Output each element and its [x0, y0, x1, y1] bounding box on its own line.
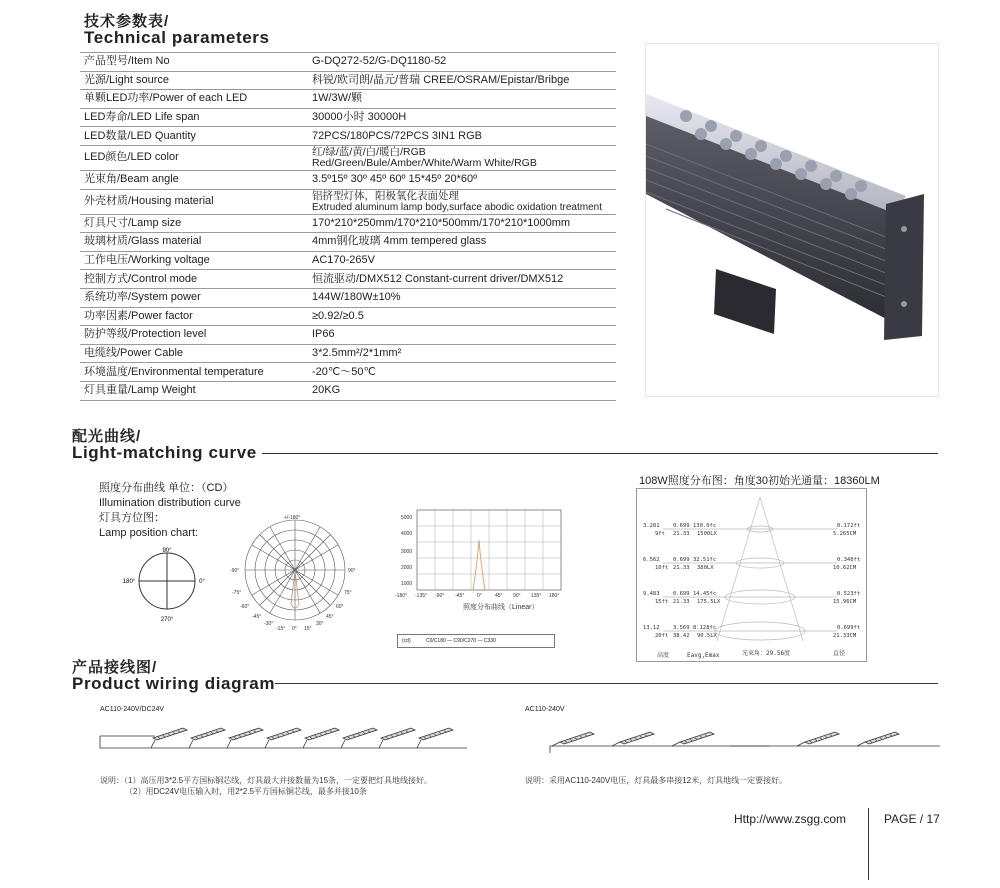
- param-value: [308, 270, 616, 289]
- param-key: 工作电压/Working voltage: [80, 251, 308, 270]
- param-key: 产品型号/Item No: [80, 53, 308, 72]
- cone-value: 21.33: [673, 531, 690, 537]
- cone-value: 9ft: [655, 531, 665, 537]
- cone-value: 0.699: [673, 523, 690, 529]
- linear-caption: 照度分布曲线（Linear）: [463, 604, 539, 611]
- param-row: [80, 363, 616, 382]
- compass-label: 180°: [122, 579, 136, 585]
- param-row: [80, 233, 616, 252]
- linear-x-tick: -90°: [435, 593, 445, 599]
- cone-value: 380LX: [697, 565, 714, 571]
- polar-label: -30°: [264, 621, 274, 627]
- param-value: [308, 189, 616, 214]
- lamp-fixture: [153, 728, 187, 740]
- cone-value: 21.33: [673, 565, 690, 571]
- param-value: [308, 90, 616, 109]
- cone-value: 21.33CM: [833, 633, 857, 639]
- curve-label-cn: 照度分布曲线 单位：（CD）: [99, 482, 234, 494]
- polar-label: 45°: [326, 614, 334, 620]
- param-row: [80, 71, 616, 90]
- wiring-title-cn: 产品接线图/: [72, 659, 158, 676]
- linear-y-tick: 4000: [401, 531, 413, 537]
- cone-value: 21.33: [673, 599, 690, 605]
- linear-y-tick: 5000: [401, 515, 413, 521]
- compass-label: 0°: [199, 579, 205, 585]
- curve-label-en: Illumination distribution curve: [99, 497, 241, 509]
- param-key: 控制方式/Control mode: [80, 270, 308, 289]
- param-value: [308, 326, 616, 345]
- polar-label: 15°: [304, 626, 312, 632]
- section-rule: [275, 683, 938, 684]
- lamp-fixture: [343, 728, 377, 740]
- cone-value: 10.62CM: [833, 565, 857, 571]
- param-value: [308, 170, 616, 189]
- cone-value: 3.569: [673, 625, 690, 631]
- param-row: [80, 344, 616, 363]
- param-value-line: 72PCS/180PCS/72PCS 3IN1 RGB: [312, 129, 482, 142]
- param-value-line: 1W/3W/颗: [312, 92, 363, 105]
- cone-value: 32.51fc: [693, 557, 717, 563]
- param-value: [308, 214, 616, 233]
- linear-y-tick: 1000: [401, 581, 413, 587]
- param-value-line: AC170-265V: [312, 254, 375, 267]
- param-value: [308, 381, 616, 400]
- lamp-fixture: [305, 728, 339, 740]
- linear-x-tick: 90°: [513, 593, 521, 599]
- param-row: [80, 326, 616, 345]
- position-label-cn: 灯具方位图：: [99, 512, 165, 524]
- param-key: LED寿命/LED Life span: [80, 108, 308, 127]
- param-value-line: Red/Green/Bule/Amber/White/Warm White/RGB: [312, 156, 537, 169]
- param-value-line: 170*210*250mm/170*210*500mm/170*210*1000mm: [312, 216, 571, 229]
- cone-value: 13.12: [643, 625, 660, 631]
- cone-value: 6.562: [643, 557, 660, 563]
- polar-label: 90°: [348, 568, 356, 574]
- compass-label: 90°: [162, 548, 172, 554]
- polar-chart: [228, 512, 363, 632]
- param-key: 功率因素/Power factor: [80, 307, 308, 326]
- param-key: 玻璃材质/Glass material: [80, 233, 308, 252]
- param-value: [308, 53, 616, 72]
- param-value-line: ≥0.92/≥0.5: [312, 309, 364, 322]
- section-rule: [262, 453, 938, 454]
- wiring-right-diagram: [520, 718, 940, 768]
- param-value: [308, 233, 616, 252]
- wiring-right-label: AC110-240V: [525, 706, 565, 713]
- param-value-line: 20KG: [312, 384, 341, 397]
- param-value-line: 3.5º15º 30º 45º 60º 15*45º 20*60º: [312, 173, 478, 186]
- wiring-title-en: Product wiring diagram: [72, 674, 276, 693]
- linear-y-tick: 3000: [401, 549, 413, 555]
- param-value-line: G-DQ272-52/G-DQ1180-52: [312, 55, 447, 68]
- product-photo: [645, 43, 939, 397]
- param-row: [80, 127, 616, 146]
- cone-value: 14.45fc: [693, 591, 717, 597]
- legend-c90: C90/C270: [453, 638, 477, 644]
- param-key: 电缆线/Power Cable: [80, 344, 308, 363]
- legend-c0: C0/C180: [426, 638, 446, 644]
- param-value-line: 红/绿/蓝/黄/白/暖白/RGB: [312, 145, 426, 158]
- cone-value: 0.699: [673, 557, 690, 563]
- tech-title-en: Technical parameters: [84, 28, 270, 47]
- linear-chart: [393, 505, 568, 615]
- polar-label: 30°: [316, 621, 324, 627]
- lamp-position-chart: [120, 545, 215, 625]
- param-row: [80, 53, 616, 72]
- cone-title: 108W照度分布图：角度30初始光通量：18360LM: [639, 475, 880, 487]
- linear-x-tick: -180°: [395, 593, 408, 599]
- param-key: 系统功率/System power: [80, 288, 308, 307]
- wiring-left-label: AC110-240V/DC24V: [100, 706, 165, 713]
- param-row: [80, 381, 616, 400]
- lamp-fixture: [267, 728, 301, 740]
- page-number: PAGE / 17: [884, 812, 940, 826]
- param-value-line: 30000小时 30000H: [312, 111, 407, 124]
- param-key: 防护等级/Protection level: [80, 326, 308, 345]
- cone-value: 3.281: [643, 523, 660, 529]
- param-row: [80, 170, 616, 189]
- legend-unit: (cd): [402, 638, 411, 644]
- lamp-fixture: [680, 732, 714, 744]
- cone-value: 38.42: [673, 633, 690, 639]
- cone-value: 175.5LX: [697, 599, 721, 605]
- param-key: 灯具尺寸/Lamp size: [80, 214, 308, 233]
- param-key: 单颗LED功率/Power of each LED: [80, 90, 308, 109]
- param-row: [80, 189, 616, 214]
- param-value: [308, 307, 616, 326]
- linear-y-tick: 2000: [401, 565, 413, 571]
- param-value: [308, 145, 616, 170]
- tech-title-cn: 技术参数表/: [84, 13, 170, 30]
- param-key: 光源/Light source: [80, 71, 308, 90]
- param-row: [80, 214, 616, 233]
- cone-value: 8.128fc: [693, 625, 717, 631]
- param-value-line: -20℃～50℃: [312, 365, 376, 378]
- polar-label: 0°: [292, 626, 297, 632]
- polar-label: -75°: [232, 590, 242, 596]
- param-value: [308, 251, 616, 270]
- cone-footer: 直径: [833, 650, 846, 657]
- lamp-fixture: [229, 728, 263, 740]
- linear-x-tick: -45°: [455, 593, 465, 599]
- param-value-line: IP66: [312, 328, 335, 341]
- cone-value: 90.5LX: [697, 633, 717, 639]
- footer-divider: [868, 808, 869, 880]
- cone-value: 20ft: [655, 633, 669, 639]
- polar-label: 75°: [344, 590, 352, 596]
- lamp-fixture: [560, 732, 594, 744]
- param-value-line: 铝挤型灯体，阳极氧化表面处理: [312, 189, 459, 202]
- cone-value: 0.172ft: [837, 523, 861, 529]
- param-value: [308, 363, 616, 382]
- param-value: [308, 344, 616, 363]
- cone-value: 0.699: [673, 591, 690, 597]
- curve-title-en: Light-matching curve: [72, 443, 257, 462]
- cone-footer: Eavg,Emax: [687, 652, 720, 659]
- param-key: LED颜色/LED color: [80, 145, 308, 170]
- params-table: [80, 52, 616, 401]
- param-key: 光束角/Beam angle: [80, 170, 308, 189]
- param-row: [80, 307, 616, 326]
- lamp-fixture: [620, 732, 654, 744]
- param-value-line: Extruded aluminum lamp body,surface abodic oxidation treatment: [312, 201, 602, 213]
- cone-value: 1500LX: [697, 531, 717, 537]
- param-row: [80, 90, 616, 109]
- cone-value: 0.523ft: [837, 591, 861, 597]
- param-key: 环境温度/Environmental temperature: [80, 363, 308, 382]
- cone-value: 15ft: [655, 599, 669, 605]
- polar-label: -90°: [230, 568, 240, 574]
- lamp-fixture: [805, 732, 839, 744]
- polar-label: +/-180°: [284, 515, 301, 521]
- legend-c330: C330: [483, 638, 496, 644]
- lamp-fixture: [381, 728, 415, 740]
- cone-value: 15.96CM: [833, 599, 857, 605]
- param-value-line: 科锐/欧司朗/晶元/普瑞 CREE/OSRAM/Epistar/Bribge: [312, 73, 570, 86]
- lamp-fixture: [191, 728, 225, 740]
- param-value: [308, 127, 616, 146]
- param-row: [80, 251, 616, 270]
- cone-value: 0.348ft: [837, 557, 861, 563]
- lamp-fixture: [419, 728, 453, 740]
- linear-x-tick: 45°: [495, 593, 503, 599]
- cone-value: 0.699ft: [837, 625, 861, 631]
- param-row: [80, 108, 616, 127]
- chart-legend: (cd) C0/C180 — C90/C270 — C330: [397, 634, 555, 648]
- polar-label: -60°: [240, 604, 250, 610]
- param-value-line: 3*2.5mm²/2*1mm²: [312, 347, 402, 360]
- cone-value: 10ft: [655, 565, 669, 571]
- param-value: [308, 288, 616, 307]
- linear-x-tick: 135°: [531, 593, 542, 599]
- cone-footer: 光束角：29.56度: [742, 650, 791, 657]
- cone-value: 9.483: [643, 591, 660, 597]
- cone-chart: [636, 488, 867, 662]
- polar-label: -15°: [276, 626, 286, 632]
- footer-url[interactable]: Http://www.zsgg.com: [734, 812, 847, 826]
- polar-label: -45°: [252, 614, 262, 620]
- wiring-note-left-1: 说明：（1）高压用3*2.5平方国标铜芯线，灯具最大并接数量为15条，一定要把灯具地线接好。: [100, 776, 433, 785]
- param-row: [80, 145, 616, 170]
- position-label-en: Lamp position chart:: [99, 527, 199, 539]
- lamp-fixture: [865, 732, 899, 744]
- param-value-line: 恒流驱动/DMX512 Constant-current driver/DMX512: [312, 272, 564, 285]
- param-value: [308, 108, 616, 127]
- param-key: LED数量/LED Quantity: [80, 127, 308, 146]
- param-value-line: 4mm钢化玻璃 4mm tempered glass: [312, 235, 487, 248]
- param-row: [80, 288, 616, 307]
- cone-footer: 高度: [657, 652, 670, 659]
- linear-x-tick: -135°: [415, 593, 428, 599]
- wiring-note-left-2: （2）用DC24V电压输入时，用2*2.5平方国标铜芯线，最多并接10条: [125, 787, 367, 796]
- param-value-line: 144W/180W±10%: [312, 291, 401, 304]
- curve-title-cn: 配光曲线/: [72, 428, 142, 445]
- param-key: 灯具重量/Lamp Weight: [80, 381, 308, 400]
- param-key: 外壳材质/Housing material: [80, 189, 308, 214]
- param-value: [308, 71, 616, 90]
- wiring-note-right: 说明：采用AC110-240V电压，灯具最多串接12米，灯具地线一定要接好。: [525, 776, 788, 785]
- cone-value: 5.265CM: [833, 531, 857, 537]
- wiring-left-diagram: [95, 718, 475, 768]
- cone-value: 130.0fc: [693, 523, 717, 529]
- polar-label: 60°: [336, 604, 344, 610]
- compass-label: 270°: [160, 617, 174, 623]
- linear-x-tick: 0°: [477, 593, 482, 599]
- param-row: [80, 270, 616, 289]
- linear-x-tick: 180°: [549, 593, 560, 599]
